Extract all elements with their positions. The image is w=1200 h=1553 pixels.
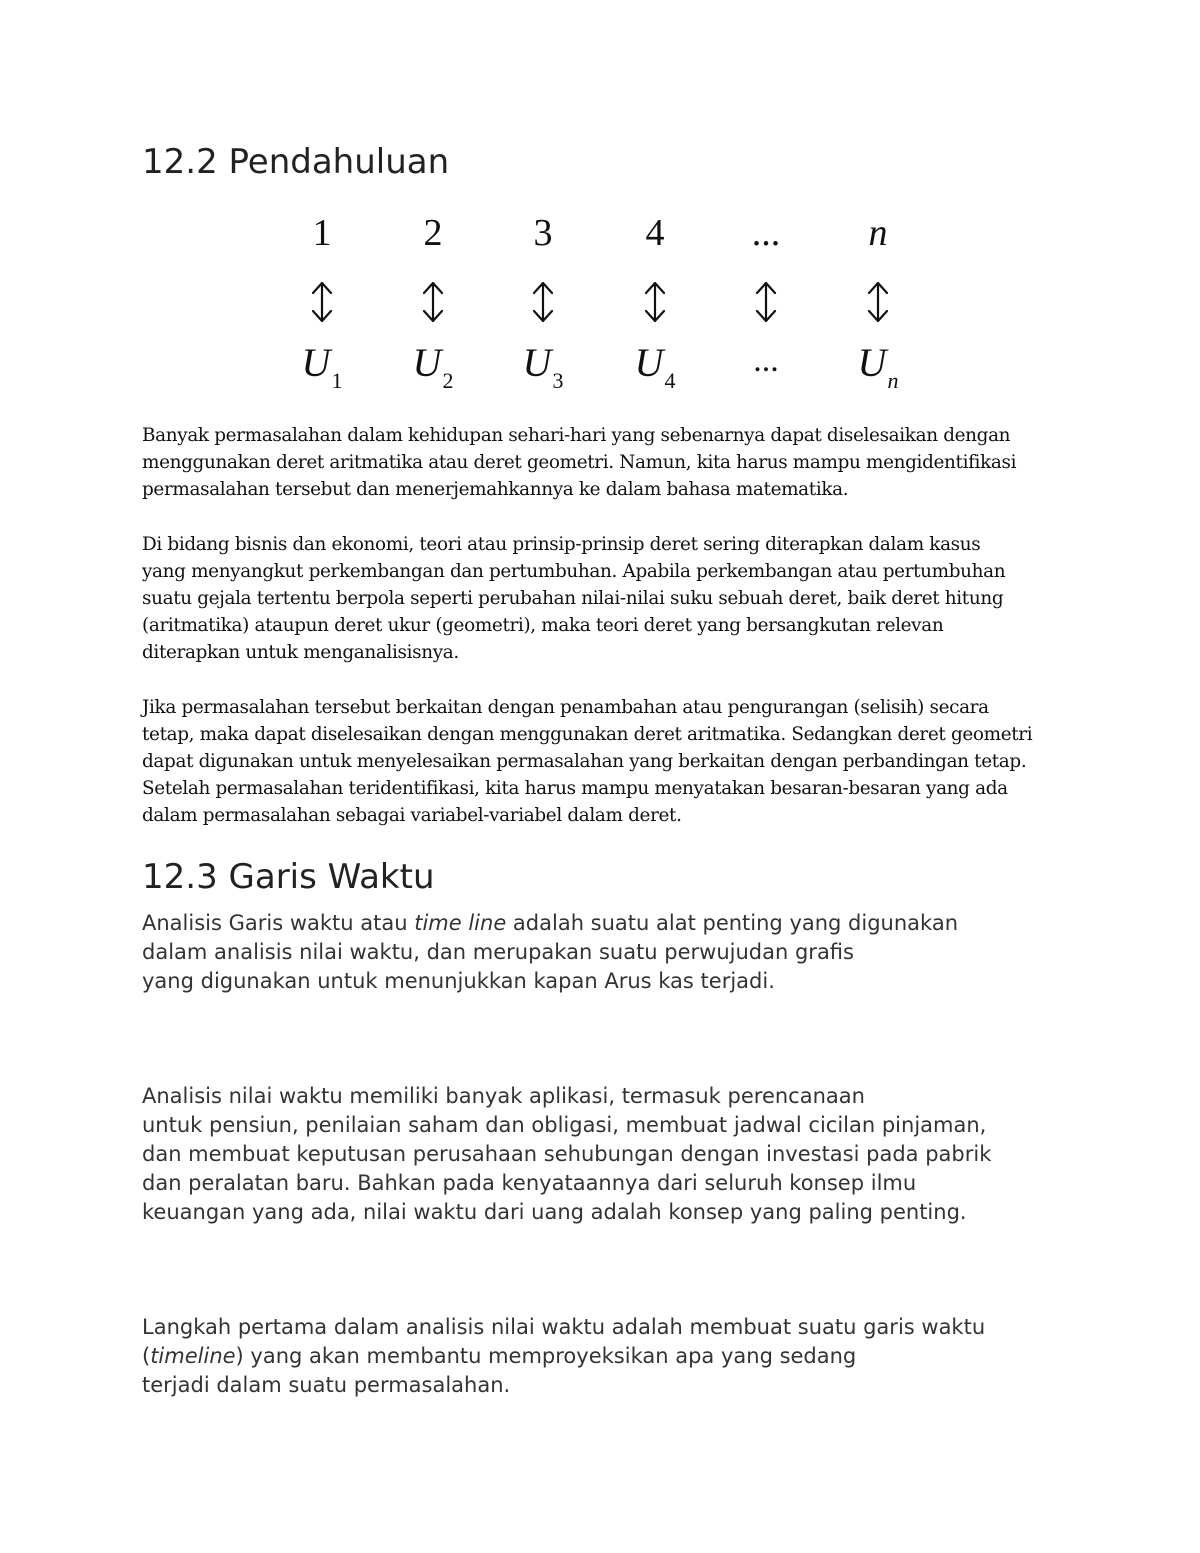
sequence-index: 2: [423, 212, 443, 254]
text-line: tetap, maka dapat diselesaikan dengan menggunakan deret aritmatika. Sedangkan deret geometri: [142, 724, 1033, 745]
up-down-arrow-icon: [721, 280, 811, 324]
sequence-ellipsis: ...: [753, 342, 779, 379]
text-span: (: [142, 1344, 151, 1368]
term-subscript: 4: [664, 368, 676, 393]
text-span: Analisis Garis waktu atau: [142, 911, 415, 935]
sequence-term: [388, 340, 478, 404]
up-down-arrow-icon: [498, 280, 588, 324]
text-line: (aritmatika) ataupun deret ukur (geometri), maka teori deret yang bersangkutan relevan: [142, 615, 944, 636]
italic-term: timeline: [150, 1344, 236, 1368]
text-span: adalah suatu alat penting yang digunakan: [506, 911, 959, 935]
text-line: Jika permasalahan tersebut berkaitan dengan penambahan atau pengurangan (selisih) secara: [142, 697, 989, 718]
text-line: terjadi dalam suatu permasalahan.: [142, 1373, 511, 1397]
sequence-figure: [290, 210, 930, 395]
text-line: yang menyangkut perkembangan dan pertumbuhan. Apabila perkembangan atau pertumbuhan: [142, 561, 1006, 582]
term-symbol: U: [634, 340, 664, 385]
text-line: dalam permasalahan sebagai variabel-variabel dalam deret.: [142, 805, 682, 826]
timeline-paragraph-3: [142, 1313, 1082, 1400]
intro-paragraph-2: [142, 531, 1082, 666]
sequence-column: [388, 210, 478, 395]
intro-paragraph-1: [142, 422, 1082, 503]
text-line: permasalahan tersebut dan menerjemahkannya ke dalam bahasa matematika.: [142, 479, 849, 500]
text-line: dalam analisis nilai waktu, dan merupakan suatu perwujudan grafis: [142, 940, 854, 964]
up-down-arrow-icon: [610, 280, 700, 324]
text-line: suatu gejala tertentu berpola seperti perubahan nilai-nilai suku sebuah deret, baik deret hitung: [142, 588, 1004, 609]
sequence-column: [721, 210, 811, 395]
text-line: menggunakan deret aritmatika atau deret geometri. Namun, kita harus mampu mengidentifikasi: [142, 452, 1017, 473]
term-subscript: 1: [331, 368, 343, 393]
term-subscript: 2: [442, 368, 454, 393]
sequence-column: [277, 210, 367, 395]
term-subscript: 3: [552, 368, 564, 393]
text-line: Langkah pertama dalam analisis nilai waktu adalah membuat suatu garis waktu: [142, 1315, 986, 1339]
text-line: [142, 1342, 1082, 1371]
text-line: dapat digunakan untuk menyelesaikan permasalahan yang berkaitan dengan perbandingan tetap.: [142, 751, 1027, 772]
sequence-column: [498, 210, 588, 395]
sequence-term: [498, 340, 588, 404]
sequence-index: ...: [751, 212, 781, 254]
sequence-index: n: [868, 212, 888, 254]
up-down-arrow-icon: [833, 280, 923, 324]
sequence-column: [833, 210, 923, 395]
sequence-term: [833, 340, 923, 404]
sequence-index: 3: [533, 212, 553, 254]
text-line: dan membuat keputusan perusahaan sehubungan dengan investasi pada pabrik: [142, 1142, 992, 1166]
up-down-arrow-icon: [388, 280, 478, 324]
text-line: untuk pensiun, penilaian saham dan obligasi, membuat jadwal cicilan pinjaman,: [142, 1113, 987, 1137]
term-symbol: U: [857, 340, 887, 385]
text-line: Setelah permasalahan teridentifikasi, kita harus mampu menyatakan besaran-besaran yang ada: [142, 778, 1008, 799]
text-line: Banyak permasalahan dalam kehidupan sehari-hari yang sebenarnya dapat diselesaikan dengan: [142, 425, 1011, 446]
text-span: ) yang akan membantu memproyeksikan apa yang sedang: [235, 1344, 857, 1368]
sequence-column: [610, 210, 700, 395]
intro-paragraph-3: [142, 694, 1082, 829]
timeline-paragraph-2: [142, 1082, 1082, 1227]
text-line: keuangan yang ada, nilai waktu dari uang adalah konsep yang paling penting.: [142, 1200, 967, 1224]
term-symbol: U: [522, 340, 552, 385]
up-down-arrow-icon: [277, 280, 367, 324]
sequence-term: [610, 340, 700, 404]
term-symbol: U: [412, 340, 442, 385]
text-line: [142, 909, 1082, 938]
text-line: dan peralatan baru. Bahkan pada kenyataannya dari seluruh konsep ilmu: [142, 1171, 917, 1195]
text-line: yang digunakan untuk menunjukkan kapan Arus kas terjadi.: [142, 969, 775, 993]
term-symbol: U: [301, 340, 331, 385]
text-line: Di bidang bisnis dan ekonomi, teori atau prinsip-prinsip deret sering diterapkan dalam kasus: [142, 534, 981, 555]
text-line: diterapkan untuk menganalisisnya.: [142, 642, 459, 663]
section-heading-pendahuluan: 12.2 Pendahuluan: [142, 142, 450, 182]
section-heading-garis-waktu: 12.3 Garis Waktu: [142, 857, 435, 897]
sequence-term: [277, 340, 367, 404]
sequence-index: 1: [312, 212, 332, 254]
timeline-paragraph-1: [142, 909, 1082, 996]
italic-term: time line: [414, 911, 507, 935]
sequence-index: 4: [645, 212, 665, 254]
term-subscript: n: [887, 368, 899, 393]
text-line: Analisis nilai waktu memiliki banyak aplikasi, termasuk perencanaan: [142, 1084, 865, 1108]
